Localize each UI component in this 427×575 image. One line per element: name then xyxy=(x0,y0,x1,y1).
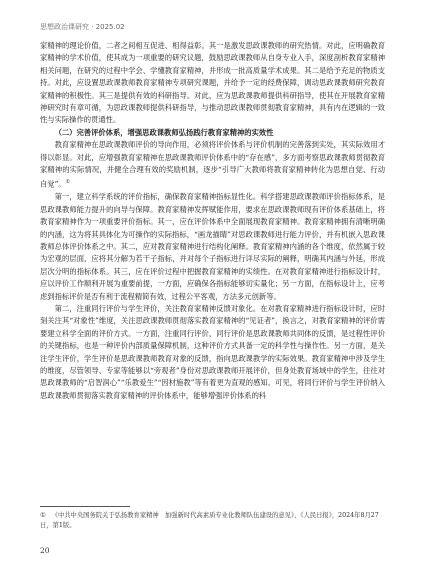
footnote xyxy=(40,511,385,531)
paragraph-2-text: 教育家精神在思政课教师评价的导向作用，必须将评价体系与评价机制的完善落到实处，其实际效用才得以彰显。对此，应增强教育家精神在思政课教师评价体系中的“存在感”，多方面考察思政课教师贯彻教育家精神的实际情况，并健全合理有效的奖励机制，逐步“引导广大教师将教育家精神转化为思想自觉、行动自觉”。 xyxy=(40,140,385,189)
footnote-text: 《中共中央国务院关于弘扬教育家精神 加强新时代高素质专业化教师队伍建设的意见》，《人民日报》，2024年8月27日，第1版。 xyxy=(40,512,379,529)
paragraph-2 xyxy=(40,139,385,191)
paragraph-4: 第二，注重同行评价与学生评价，关注教育家精神反馈对象化。在对教育家精神进行指标设计时，应时刻关注其“对象性”维度，关注思政课教师贯彻落实教育家精神的“见证者”，换言之，对教育家精神的评价需要建立科学全面的评价方式。一方面，注重同行评价，同行评价是思政课教师共同体的反馈，是过程性评价的关键指标，也是一种评价内部质量保障机制，这种评价方式具备一定的科学性与操作性。另一方面，是关注学生评价，学生评价是思政课教师教育对象的反馈，指向思政课教学的实际效果。教育家精神中涉及学生的维度，尽管领导、专家等能够以“旁观者”身份对思政课教师开展评价，但身处教育场域中的学生，往往对思政课教师的“启智润心”“乐教爱生”“因材施教”等有着更为直观的感知。可见，将同行评价与学生评价纳入思政课教师贯彻落实教育家精神的评价体系中，能够增强评价体系的科 xyxy=(40,303,385,400)
footnote-divider xyxy=(40,506,130,507)
paragraph-1: 家精神的理论价值，二者之间相互促进、相得益彰。其一是激发思政课教师的研究热情。对此，应明确教育家精神的学术价值，使其成为一项重要的研究议题，鼓励思政课教师从自身专业入手，深度剖析教育家精神相关问题，在研究的过程中学会、学懂教育家精神，并形成一批高质量学术成果。其二是给予充足的物质支持。对此，应设置思政课教师教育家精神专项研究课题，并给予一定的经费保障，调动思政课教师研究教育家精神的积极性。其三是提供有效的科研指导。对此，应为思政课教师提供科研指导，使其在开展教育家精神研究时有章可循，为思政课教师提供科研指导，与推动思政课教师贯彻教育家精神，具有内在逻辑的一致性与实际操作的贯通性。 xyxy=(40,41,385,125)
article-body xyxy=(40,40,385,402)
section-heading: （二）完善评价体系，增强思政课教师弘扬践行教育家精神的实效性 xyxy=(54,127,274,137)
footnote-reference[interactable]: ① xyxy=(65,179,71,186)
paragraph-3: 第一，建立科学系统的评价指标，确保教育家精神指标显性化。科学搭建思政课教师评价指标体系，是思政课教师能力提升的向导与保障。教育家精神发挥赋能作用，要求在思政课教师现有评价体系基础上，将教育家精神作为一项重要评价指标。其一，应在评价体系中全面展现教育家精神。教育家精神拥有清晰明确的内涵，这为将其具体化为可操作的实际指标，“画龙描睛”对思政课教师进行能力评价，并有机嵌入思政课教师总体评价体系之中。其二，应对教育家精神进行结构化阐释。教育家精神内涵的各个维度，依然属于较为宏观的层面，应将其分解为若干子指标，并对每个子指标进行详尽实际的阐释，明确其内涵与外延，形成层次分明的指标体系。其三，应在评价过程中把握教育家精神的实绩性。在对教育家精神进行指标设计时，应以评价工作顺利开展为重要前提，一方面，应确保各指标能够切实量化；另一方面，在指标设计上，应考虑到指标评价是否有利于流程精简有效，过程公平客观，方法多元创新等。 xyxy=(40,192,385,301)
footnote-mark: ① xyxy=(40,512,46,519)
page-number: 20 xyxy=(40,546,50,555)
journal-header: 思想政治课研究 · 2025.02 xyxy=(40,23,125,31)
